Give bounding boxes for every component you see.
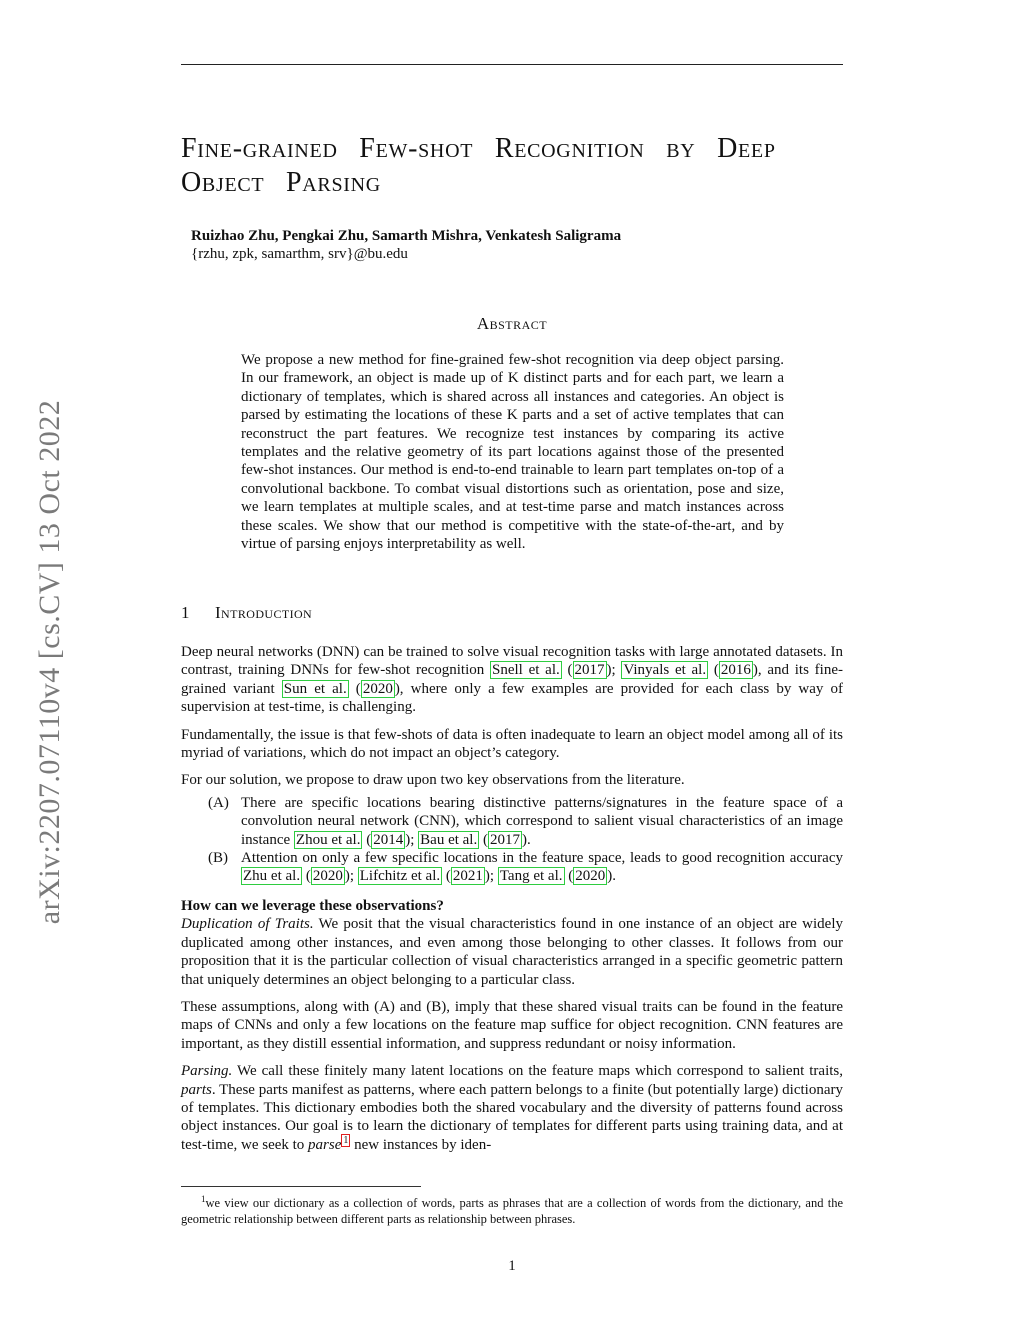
abstract-heading: Abstract (476, 314, 548, 333)
paper-title: Fine-grained Few-shot Recognition by Deep Object Parsing (181, 133, 776, 198)
abstract-text: We propose a new method for fine-grained few-shot recognition via deep object parsing. In our framework, an object is made up of K distinct parts and for each part, we learn a dictionary of templates, which is shared across all instances and categories. An object is parsed by estimating the locations of these K parts and a set of active templates that can reconstruct the part features. We recognize test instances by comparing its active templates and the relative geometry of its part locations against those of the presented few-shot instances. Our method is end-to-end trainable to learn part templates on-top of a convolutional backbone. To combat visual distortions such as orientation, pose and size, we learn templates at multiple scales, and at test-time parse and match instances across these scales. We show that our method is competitive with the state-of-the-art, and by virtue of parsing enjoys interpretability as well. (241, 352, 784, 553)
body-text (181, 643, 843, 1163)
citation-link[interactable]: Vinyals et al. (623, 662, 707, 679)
citation-year-link[interactable]: 2020 (575, 868, 606, 885)
footnote-link[interactable]: 1 (343, 1134, 349, 1146)
arxiv-identifier: arXiv:2207.07110v4 [cs.CV] 13 Oct 2022 (33, 399, 66, 925)
citation-link[interactable]: Bau et al. (420, 831, 478, 848)
list-item: (A) There are specific locations bearing distinctive patterns/signatures in the feature space of a convolution neural network (CNN), which correspond to salient visual characteristics of an image instance Zhou et al. ( 2014 ); Bau et al. ( 2017 ). (208, 794, 843, 848)
section-number: 1 (181, 603, 190, 622)
citation-link[interactable]: Zhu et al. (243, 868, 301, 885)
observation-list (181, 794, 843, 886)
citation-year-link[interactable]: 2016 (720, 662, 751, 679)
section-heading (181, 603, 312, 623)
page-number: 1 (508, 1258, 516, 1274)
footnote-rule (181, 1186, 421, 1187)
citation-link[interactable]: Sun et al. (283, 680, 347, 697)
intro-paragraph-3: For our solution, we propose to draw upon two key observations from the literature. (181, 772, 685, 789)
citation-link[interactable]: Lifchitz et al. (359, 868, 441, 885)
citation-year-link[interactable]: 2021 (452, 868, 483, 885)
parsing-paragraph: Parsing. We call these finitely many latent locations on the feature maps which correspond to salient traits, parts. These parts manifest as patterns, where each pattern belongs to a finite (but potentially large) dictionary of templates. This dictionary embodies both the shared vocabulary and the diversity of patterns found across object instances. Our goal is to learn the dictionary of templates for different parts using training data, and at test-time, we seek to parse $^1$ new instances by iden- (181, 1063, 843, 1153)
list-label: (B) (208, 850, 228, 867)
assumptions-paragraph: These assumptions, along with (A) and (B), imply that these shared visual traits can be found in the feature maps of CNNs and only a few locations on the feature map suffice for object recognition. CNN features are important, as they distill essential information, and suppress redundant or noisy information. (181, 998, 843, 1052)
list-item: (B) Attention on only a few specific locations in the feature space, leads to good recognition accuracy Zhu et al. ( 2020 ); Lifchitz et al. ( 2021 ); Tang et al. ( 2020 ). (208, 850, 843, 885)
citation-year-link[interactable]: 2014 (373, 831, 404, 848)
citation-year-link[interactable]: 2020 (362, 680, 393, 697)
intro-paragraph-1: Deep neural networks (DNN) can be trained to solve visual recognition tasks with large annotated datasets. In contrast, training DNNs for few-shot recognition Snell et al. ( 2017 ); Vinyals et al. ( 2016 ), and its fine-grained variant Sun et al. ( 2020 ), where only a few examples are provided for each class by way of supervision at test-time, is challenging. (181, 644, 843, 716)
duplication-paragraph: Duplication of Traits. We posit that the visual characteristics found in one instance of an object are widely duplicated among other instances, and even among those belonging to other classes. It follows from our proposition that it is the particular collection of visual characteristics arranged in a specific geometric pattern that uniquely determines an object belonging to a particular class. (181, 916, 843, 988)
citation-year-link[interactable]: 2017 (574, 662, 605, 679)
intro-paragraph-2: Fundamentally, the issue is that few-shots of data is often inadequate to learn an object model among all of its myriad of variations, which do not impact an object’s category. (181, 726, 843, 762)
top-rule (181, 64, 843, 65)
footnote-mark: 1 (201, 1194, 206, 1204)
paragraph-heading: How can we leverage these observations? (181, 897, 444, 914)
citation-year-link[interactable]: 2020 (312, 868, 343, 885)
author-list: Ruizhao Zhu, Pengkai Zhu, Samarth Mishra, Venkatesh Saligrama (191, 228, 622, 244)
citation-link[interactable]: Snell et al. (492, 662, 560, 679)
citation-link[interactable]: Tang et al. (499, 868, 563, 885)
footnote: $^1$we view our dictionary as a collection of words, parts as phrases that are a collection of words from the dictionary, and the geometric relationship between different parts as relationship between phrases. (181, 1194, 843, 1227)
section-title: Introduction (215, 603, 313, 622)
citation-link[interactable]: Zhou et al. (295, 831, 361, 848)
list-label: (A) (208, 794, 229, 811)
citation-year-link[interactable]: 2017 (489, 831, 520, 848)
author-emails: {rzhu, zpk, samarthm, srv}@bu.edu (191, 246, 408, 262)
